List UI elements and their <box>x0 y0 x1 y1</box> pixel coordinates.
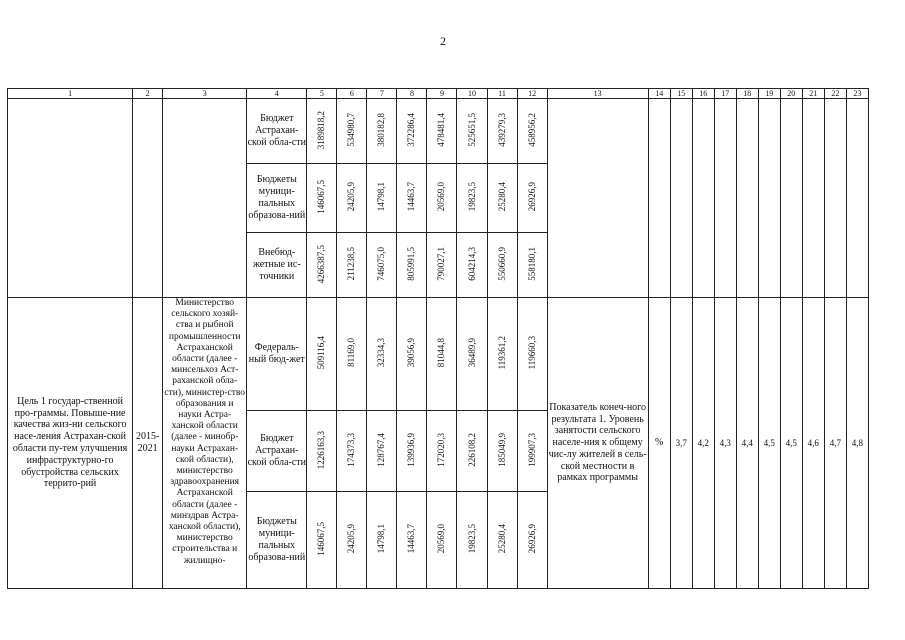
header-cell: 7 <box>367 89 397 99</box>
value-cell: 226108,2 <box>457 411 487 492</box>
funding-source: Бюджеты муници-пальных образова-ний <box>247 492 307 589</box>
funding-source: Бюджет Астрахан-ской обла-сти <box>247 411 307 492</box>
empty-cell <box>648 99 670 298</box>
header-cell: 20 <box>780 89 802 99</box>
value-cell: 199907,3 <box>517 411 547 492</box>
value-cell: 558180,1 <box>517 233 547 298</box>
header-cell: 17 <box>714 89 736 99</box>
value-cell: 119660,3 <box>517 298 547 411</box>
funding-source: Бюджет Астрахан-ской обла-сти <box>247 99 307 164</box>
value-cell: 14463,7 <box>397 492 427 589</box>
value-cell: 25280,4 <box>487 492 517 589</box>
value-cell: 380182,8 <box>367 99 397 164</box>
indicator-value: 3,7 <box>670 298 692 589</box>
empty-cell <box>8 99 133 298</box>
value-cell: 146067,5 <box>307 492 337 589</box>
value-cell: 36489,9 <box>457 298 487 411</box>
value-cell: 25280,4 <box>487 164 517 233</box>
value-cell: 14798,1 <box>367 492 397 589</box>
empty-cell <box>780 99 802 298</box>
header-cell: 9 <box>427 89 457 99</box>
value-cell: 26926,9 <box>517 492 547 589</box>
header-cell: 4 <box>247 89 307 99</box>
value-cell: 81169,0 <box>337 298 367 411</box>
header-cell: 6 <box>337 89 367 99</box>
header-cell: 15 <box>670 89 692 99</box>
value-cell: 509116,4 <box>307 298 337 411</box>
value-cell: 14798,1 <box>367 164 397 233</box>
header-cell: 21 <box>802 89 824 99</box>
header-cell: 8 <box>397 89 427 99</box>
value-cell: 139936,9 <box>397 411 427 492</box>
value-cell: 211238,5 <box>337 233 367 298</box>
funding-source: Бюджеты муници-пальных образова-ний <box>247 164 307 233</box>
header-cell: 16 <box>692 89 714 99</box>
indicator-value: 4,5 <box>780 298 802 589</box>
value-cell: 478481,4 <box>427 99 457 164</box>
header-cell: 11 <box>487 89 517 99</box>
goal-description: Цель 1 государ-ственной про-граммы. Повыше-ние качества жиз-ни сельского насе-ления Астрахан-ской области пу-тем улучшения инфраструктурно-го обустройства сельских террито-рий <box>8 298 133 589</box>
indicator-value: 4,8 <box>846 298 868 589</box>
table-row <box>8 298 869 411</box>
header-cell: 18 <box>736 89 758 99</box>
value-cell: 19823,5 <box>457 164 487 233</box>
value-cell: 458956,2 <box>517 99 547 164</box>
empty-cell <box>802 99 824 298</box>
value-cell: 550660,9 <box>487 233 517 298</box>
funding-source: Федераль-ный бюд-жет <box>247 298 307 411</box>
indicator-value: 4,4 <box>736 298 758 589</box>
empty-cell <box>163 99 247 298</box>
value-cell: 14463,7 <box>397 164 427 233</box>
value-cell: 20569,0 <box>427 164 457 233</box>
value-cell: 128767,4 <box>367 411 397 492</box>
value-cell: 32334,3 <box>367 298 397 411</box>
value-cell: 1226163,3 <box>307 411 337 492</box>
empty-cell <box>714 99 736 298</box>
indicator-value: 4,3 <box>714 298 736 589</box>
value-cell: 525651,5 <box>457 99 487 164</box>
header-cell: 2 <box>133 89 163 99</box>
value-cell: 3189818,2 <box>307 99 337 164</box>
header-cell: 19 <box>758 89 780 99</box>
value-cell: 805991,5 <box>397 233 427 298</box>
empty-cell <box>736 99 758 298</box>
empty-cell <box>670 99 692 298</box>
value-cell: 790027,1 <box>427 233 457 298</box>
header-cell: 5 <box>307 89 337 99</box>
page-number: 2 <box>440 34 446 48</box>
header-cell: 22 <box>824 89 846 99</box>
header-cell: 12 <box>517 89 547 99</box>
value-cell: 119361,2 <box>487 298 517 411</box>
table-row <box>8 99 869 164</box>
value-cell: 372286,4 <box>397 99 427 164</box>
indicator-value: 4,6 <box>802 298 824 589</box>
value-cell: 24205,9 <box>337 492 367 589</box>
value-cell: 172020,3 <box>427 411 457 492</box>
empty-cell <box>758 99 780 298</box>
empty-cell <box>824 99 846 298</box>
header-row <box>8 89 869 99</box>
funding-source: Внебюд-жетные ис-точники <box>247 233 307 298</box>
value-cell: 174373,3 <box>337 411 367 492</box>
empty-cell <box>846 99 868 298</box>
empty-cell <box>133 99 163 298</box>
program-table <box>7 88 869 589</box>
indicator-value: 4,5 <box>758 298 780 589</box>
indicator-description: Показатель конеч-ного результата 1. Уровень занятости сельского населе-ния к общему чис-лу жителей в сель-ской местности в рамках программы <box>547 298 648 589</box>
value-cell: 20569,0 <box>427 492 457 589</box>
period-cell: 2015-2021 <box>133 298 163 589</box>
value-cell: 746075,0 <box>367 233 397 298</box>
value-cell: 185049,9 <box>487 411 517 492</box>
indicator-value: 4,2 <box>692 298 714 589</box>
empty-cell <box>547 99 648 298</box>
header-cell: 14 <box>648 89 670 99</box>
header-cell: 10 <box>457 89 487 99</box>
header-cell: 13 <box>547 89 648 99</box>
value-cell: 81044,8 <box>427 298 457 411</box>
indicator-value: 4,7 <box>824 298 846 589</box>
value-cell: 146067,5 <box>307 164 337 233</box>
executor-cell: Министерство сельского хозяй-ства и рыбной промышленности Астраханской области (далее - минсельхоз Аст-раханской обла-сти), министер-ство образования и науки Астра-ханской области (далее - минобр-науки Астрахан-ской области), министерство здравоохранения Астраханской области (далее - минздрав Астра-ханской области), министерство строительства и жилищно- <box>163 298 247 589</box>
value-cell: 439279,3 <box>487 99 517 164</box>
unit-cell: % <box>648 298 670 589</box>
empty-cell <box>692 99 714 298</box>
header-cell: 3 <box>163 89 247 99</box>
header-cell: 1 <box>8 89 133 99</box>
value-cell: 26926,9 <box>517 164 547 233</box>
value-cell: 19823,5 <box>457 492 487 589</box>
value-cell: 4266387,5 <box>307 233 337 298</box>
header-cell: 23 <box>846 89 868 99</box>
value-cell: 604214,3 <box>457 233 487 298</box>
value-cell: 39056,9 <box>397 298 427 411</box>
value-cell: 534980,7 <box>337 99 367 164</box>
value-cell: 24205,9 <box>337 164 367 233</box>
